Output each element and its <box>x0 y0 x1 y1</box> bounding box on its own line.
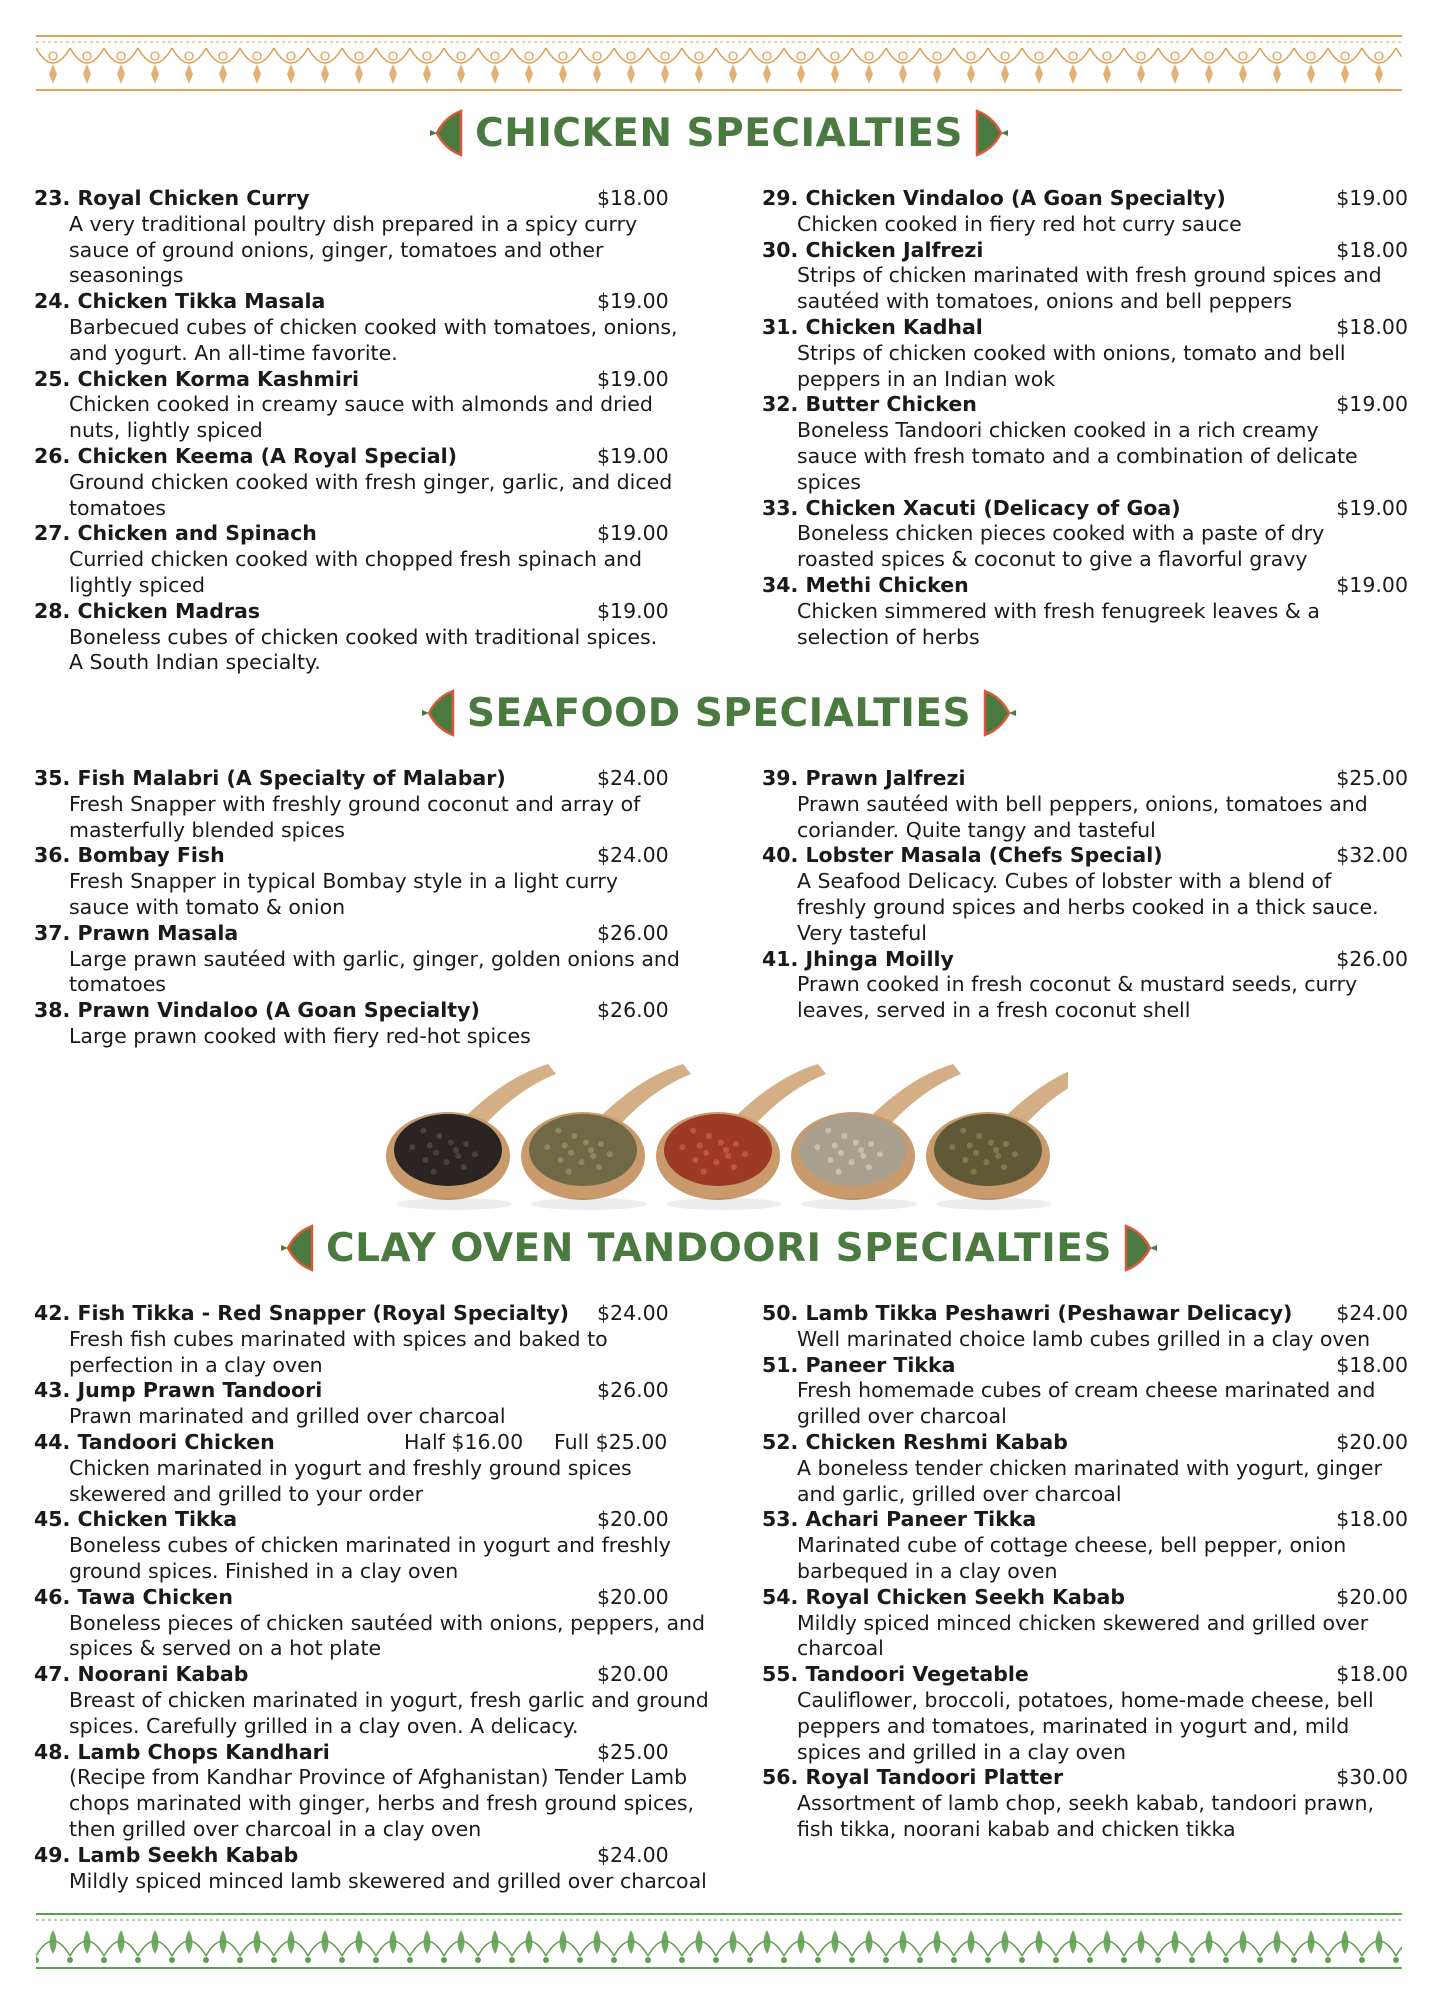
menu-item-description-line: A boneless tender chicken marinated with yogurt, ginger <box>797 1455 1382 1480</box>
bottom-decorative-border <box>36 1912 1402 1970</box>
menu-item <box>34 998 734 1050</box>
menu-item-name: 54. Royal Chicken Seekh Kabab <box>762 1584 1126 1609</box>
menu-item-description-line: leaves, served in a fresh coconut shell <box>797 998 1191 1023</box>
menu-item-description-line: spices & served on a hot plate <box>69 1636 382 1661</box>
menu-item-description-line: tomatoes <box>69 495 166 520</box>
menu-item-name: 24. Chicken Tikka Masala <box>34 289 326 314</box>
menu-item-description-line: Fresh Snapper in typical Bombay style in a light curry <box>69 869 618 894</box>
spice-spoons-image <box>378 1056 1068 1214</box>
menu-item-name: 39. Prawn Jalfrezi <box>762 766 966 790</box>
menu-item-header <box>34 444 734 470</box>
menu-item-name: 30. Chicken Jalfrezi <box>762 237 984 262</box>
menu-item-name: 53. Achari Paneer Tikka <box>762 1507 1037 1532</box>
menu-item-description-line: Chicken cooked in fiery red hot curry sauce <box>797 211 1242 236</box>
menu-item <box>762 1301 1408 1353</box>
seafood-left-column <box>34 766 734 1050</box>
menu-item-description-line: Breast of chicken marinated in yogurt, fresh garlic and ground <box>69 1687 709 1712</box>
menu-item-header <box>762 496 1408 522</box>
menu-item-price: $24.00 <box>597 1842 669 1867</box>
menu-item-price: $26.00 <box>1336 946 1408 971</box>
menu-item-name: 41. Jhinga Moilly <box>762 946 954 971</box>
menu-item <box>762 1507 1408 1584</box>
menu-item-name: 26. Chicken Keema (A Royal Special) <box>34 443 458 468</box>
menu-item <box>762 1430 1408 1507</box>
menu-item-header <box>34 1378 734 1404</box>
menu-item-name: 23. Royal Chicken Curry <box>34 186 310 210</box>
menu-item-header <box>762 1353 1408 1379</box>
menu-item-name: 51. Paneer Tikka <box>762 1352 956 1377</box>
menu-item <box>34 1430 734 1507</box>
menu-item-price: $19.00 <box>597 521 669 546</box>
menu-item <box>34 1843 734 1895</box>
menu-item-description-line: charcoal <box>797 1636 884 1661</box>
menu-item-description-line: and yogurt. An all-time favorite. <box>69 340 398 365</box>
menu-item-price: $20.00 <box>597 1584 669 1609</box>
menu-item <box>762 1353 1408 1430</box>
menu-item-description-line: Ground chicken cooked with fresh ginger, garlic, and diced <box>69 469 673 494</box>
menu-item-name: 45. Chicken Tikka <box>34 1507 238 1532</box>
menu-item-name: 27. Chicken and Spinach <box>34 521 317 546</box>
menu-item-name: 52. Chicken Reshmi Kabab <box>762 1429 1068 1454</box>
menu-item-description-line: Fresh fish cubes marinated with spices and baked to <box>69 1326 608 1351</box>
menu-item-header <box>34 1843 734 1869</box>
menu-item-description-line: ground spices. Finished in a clay oven <box>69 1558 459 1583</box>
menu-item-name: 34. Methi Chicken <box>762 572 969 597</box>
menu-item-price: $24.00 <box>597 843 669 868</box>
menu-item-description-line: masterfully blended spices <box>69 817 345 842</box>
menu-item-description-line: spices and grilled in a clay oven <box>797 1739 1126 1764</box>
menu-item <box>762 1765 1408 1842</box>
ornament-left-icon <box>278 1222 314 1274</box>
menu-item-description-line: Chicken cooked in creamy sauce with almonds and dried <box>69 392 653 417</box>
menu-item <box>34 367 734 444</box>
menu-item-name: 42. Fish Tikka - Red Snapper (Royal Specialty) <box>34 1301 570 1325</box>
menu-item-price: $18.00 <box>597 186 669 210</box>
section-title: CHICKEN SPECIALTIES <box>475 110 963 156</box>
menu-item <box>34 1662 734 1739</box>
menu-item-description-line: then grilled over charcoal in a clay oven <box>69 1816 482 1841</box>
ornament-left-icon <box>419 687 455 739</box>
menu-item-header <box>34 998 734 1024</box>
menu-item-header <box>762 1507 1408 1533</box>
chicken-right-column <box>762 186 1408 650</box>
menu-item-name: 31. Chicken Kadhal <box>762 314 983 339</box>
menu-item <box>34 1301 734 1378</box>
menu-item-name: 56. Royal Tandoori Platter <box>762 1765 1064 1790</box>
menu-item <box>762 843 1408 946</box>
menu-item-header <box>34 367 734 393</box>
top-decorative-border <box>36 34 1402 92</box>
tandoori-right-column <box>762 1301 1408 1843</box>
menu-item-price: $18.00 <box>1336 314 1408 339</box>
menu-item <box>34 186 734 289</box>
menu-item-name: 47. Noorani Kabab <box>34 1662 249 1687</box>
menu-item-header <box>762 1301 1408 1327</box>
menu-item-name: 40. Lobster Masala (Chefs Special) <box>762 843 1163 868</box>
menu-item <box>34 599 734 676</box>
menu-item-price: $19.00 <box>597 598 669 623</box>
menu-item-description-line: sautéed with tomatoes, onions and bell peppers <box>797 289 1293 314</box>
menu-item-price: $26.00 <box>597 998 669 1023</box>
menu-item-description-line: Boneless pieces of chicken sautéed with onions, peppers, and <box>69 1610 706 1635</box>
menu-item-name: 33. Chicken Xacuti (Delicacy of Goa) <box>762 495 1181 520</box>
menu-item-description-line: spices <box>797 469 861 494</box>
menu-item-price: $26.00 <box>597 920 669 945</box>
menu-item-header <box>762 1765 1408 1791</box>
menu-item-description-line: Well marinated choice lamb cubes grilled in a clay oven <box>797 1326 1371 1351</box>
menu-item-header <box>762 392 1408 418</box>
menu-item-price: $18.00 <box>1336 1662 1408 1687</box>
menu-item-price-half: Half $16.00 <box>404 1429 524 1454</box>
menu-item-description-line: Mildly spiced minced lamb skewered and grilled over charcoal <box>69 1868 707 1893</box>
menu-item <box>34 1507 734 1584</box>
menu-item <box>762 186 1408 238</box>
menu-item-description-line: A very traditional poultry dish prepared in a spicy curry <box>69 211 638 236</box>
menu-item-price: $20.00 <box>597 1507 669 1532</box>
menu-item-header <box>34 1662 734 1688</box>
menu-item-description-line: nuts, lightly spiced <box>69 418 263 443</box>
menu-item-description-line: Marinated cube of cottage cheese, bell pepper, onion <box>797 1533 1347 1558</box>
menu-item-description-line: Large prawn sautéed with garlic, ginger, golden onions and <box>69 946 680 971</box>
menu-item-header <box>34 1740 734 1766</box>
menu-item <box>762 766 1408 843</box>
menu-item-name: 49. Lamb Seekh Kabab <box>34 1842 299 1867</box>
menu-item-description-line: Very tasteful <box>797 920 927 945</box>
menu-item-description-line: Chicken simmered with fresh fenugreek leaves & a <box>797 598 1320 623</box>
chicken-left-column <box>34 186 734 676</box>
menu-item <box>34 843 734 920</box>
menu-item-price: $20.00 <box>1336 1584 1408 1609</box>
menu-item-description-line: grilled over charcoal <box>797 1404 1007 1429</box>
seafood-right-column <box>762 766 1408 1024</box>
menu-item-price: $26.00 <box>597 1378 669 1403</box>
menu-item-price: $25.00 <box>1336 766 1408 790</box>
menu-item-price: $18.00 <box>1336 237 1408 262</box>
ornament-right-icon <box>983 687 1019 739</box>
menu-item-header <box>762 186 1408 212</box>
menu-item-description-line: seasonings <box>69 263 184 288</box>
menu-item-description-line: fish tikka, noorani kabab and chicken tikka <box>797 1816 1236 1841</box>
ornament-right-icon <box>975 107 1011 159</box>
menu-item <box>762 496 1408 573</box>
menu-item <box>34 1740 734 1843</box>
menu-item-header <box>762 843 1408 869</box>
menu-item <box>762 573 1408 650</box>
menu-item-header <box>762 1585 1408 1611</box>
menu-item-header <box>34 766 734 792</box>
menu-item-description-line: sauce with tomato & onion <box>69 894 346 919</box>
menu-item-description-line: sauce with fresh tomato and a combination of delicate <box>797 443 1358 468</box>
menu-item-price-full: Full $25.00 <box>554 1429 668 1454</box>
menu-item-name: 36. Bombay Fish <box>34 843 225 868</box>
menu-item-description-line: Prawn sautéed with bell peppers, onions, tomatoes and <box>797 791 1368 816</box>
menu-item-header <box>34 186 734 212</box>
menu-item-description-line: Strips of chicken cooked with onions, tomato and bell <box>797 340 1346 365</box>
menu-item-price: $19.00 <box>1336 495 1408 520</box>
menu-item-price: $19.00 <box>597 443 669 468</box>
menu-item <box>34 766 734 843</box>
menu-item-description-line: Mildly spiced minced chicken skewered and grilled over <box>797 1610 1369 1635</box>
menu-item-price: $32.00 <box>1336 843 1408 868</box>
menu-item-header <box>34 843 734 869</box>
menu-item-description-line: Boneless Tandoori chicken cooked in a rich creamy <box>797 418 1319 443</box>
menu-item-description-line: Barbecued cubes of chicken cooked with tomatoes, onions, <box>69 314 678 339</box>
tandoori-left-column <box>34 1301 734 1894</box>
menu-item-description-line: Assortment of lamb chop, seekh kabab, tandoori prawn, <box>797 1791 1374 1816</box>
ornament-right-icon <box>1124 1222 1160 1274</box>
menu-item-header <box>762 766 1408 792</box>
menu-item-description-line: A South Indian specialty. <box>69 650 321 675</box>
menu-item <box>762 315 1408 392</box>
menu-item-description-line: chops marinated with ginger, herbs and fresh ground spices, <box>69 1791 695 1816</box>
menu-item-description-line: Large prawn cooked with fiery red-hot spices <box>69 1023 531 1048</box>
menu-item-description-line: Cauliflower, broccoli, potatoes, home-made cheese, bell <box>797 1687 1374 1712</box>
spice-spoon-icon <box>926 1064 1068 1210</box>
menu-item-price: $30.00 <box>1336 1765 1408 1790</box>
menu-item-description-line: peppers in an Indian wok <box>797 366 1056 391</box>
menu-item-name: 38. Prawn Vindaloo (A Goan Specialty) <box>34 998 480 1023</box>
menu-item-price: $20.00 <box>1336 1429 1408 1454</box>
menu-item-header <box>762 1662 1408 1688</box>
menu-item-description-line: Curried chicken cooked with chopped fresh spinach and <box>69 547 643 572</box>
menu-item <box>762 1662 1408 1765</box>
menu-item <box>762 1585 1408 1662</box>
menu-item <box>762 392 1408 495</box>
menu-item-description-line: Prawn cooked in fresh coconut & mustard seeds, curry <box>797 972 1358 997</box>
menu-item-description-line: freshly ground spices and herbs cooked in a thick sauce. <box>797 894 1379 919</box>
menu-item-description-line: (Recipe from Kandhar Province of Afghanistan) Tender Lamb <box>69 1765 688 1790</box>
menu-item-header <box>34 1507 734 1533</box>
menu-item-description-line: Prawn marinated and grilled over charcoal <box>69 1404 506 1429</box>
menu-item-name: 32. Butter Chicken <box>762 392 977 417</box>
menu-item-header <box>762 947 1408 973</box>
menu-item-header <box>762 315 1408 341</box>
menu-item <box>34 1585 734 1662</box>
menu-item-price: $25.00 <box>597 1739 669 1764</box>
section-header-tandoori <box>0 1218 1438 1278</box>
menu-item-description-line: Strips of chicken marinated with fresh ground spices and <box>797 263 1382 288</box>
menu-item-name: 44. Tandoori Chicken <box>34 1429 275 1454</box>
menu-item-name: 48. Lamb Chops Kandhari <box>34 1739 330 1764</box>
menu-item-price: $19.00 <box>597 289 669 314</box>
menu-item <box>34 289 734 366</box>
section-title: SEAFOOD SPECIALTIES <box>466 690 972 736</box>
menu-item-name: 28. Chicken Madras <box>34 598 261 623</box>
menu-item-description-line: A Seafood Delicacy. Cubes of lobster with a blend of <box>797 869 1332 894</box>
menu-item <box>762 238 1408 315</box>
menu-item-description-line: barbequed in a clay oven <box>797 1558 1058 1583</box>
menu-item-header <box>34 599 734 625</box>
menu-item-description-line: spices. Carefully grilled in a clay oven. A delicacy. <box>69 1713 579 1738</box>
menu-item-price: $24.00 <box>1336 1301 1408 1325</box>
menu-item-name: 29. Chicken Vindaloo (A Goan Specialty) <box>762 186 1226 210</box>
menu-item-description-line: Boneless chicken pieces cooked with a paste of dry <box>797 521 1325 546</box>
menu-item-header <box>762 238 1408 264</box>
menu-item-header <box>34 521 734 547</box>
menu-item-description-line: skewered and grilled to your order <box>69 1481 424 1506</box>
menu-item <box>34 521 734 598</box>
menu-item-description-line: roasted spices & coconut to give a flavorful gravy <box>797 547 1308 572</box>
menu-item-name: 46. Tawa Chicken <box>34 1584 233 1609</box>
menu-item-description-line: Chicken marinated in yogurt and freshly ground spices <box>69 1455 632 1480</box>
menu-item-header <box>34 921 734 947</box>
menu-item-description-line: and garlic, grilled over charcoal <box>797 1481 1122 1506</box>
menu-item-description-line: lightly spiced <box>69 572 206 597</box>
menu-item-name: 35. Fish Malabri (A Specialty of Malabar) <box>34 766 506 790</box>
menu-item-price: $19.00 <box>1336 392 1408 417</box>
menu-item-description-line: selection of herbs <box>797 624 980 649</box>
menu-item-price: $18.00 <box>1336 1352 1408 1377</box>
menu-item <box>34 444 734 521</box>
menu-item <box>762 947 1408 1024</box>
menu-item-price: $19.00 <box>1336 572 1408 597</box>
menu-item-name: 50. Lamb Tikka Peshawri (Peshawar Delicacy) <box>762 1301 1293 1325</box>
menu-item-description-line: peppers and tomatoes, marinated in yogurt and, mild <box>797 1713 1350 1738</box>
menu-item-header <box>34 289 734 315</box>
menu-item-name: 55. Tandoori Vegetable <box>762 1662 1029 1687</box>
menu-item-price: $24.00 <box>597 766 669 790</box>
menu-item-description-line: Boneless cubes of chicken cooked with traditional spices. <box>69 624 658 649</box>
menu-item-header <box>34 1430 734 1456</box>
section-header-seafood <box>0 683 1438 743</box>
menu-item-description-line: Fresh Snapper with freshly ground coconut and array of <box>69 791 641 816</box>
menu-item-name: 25. Chicken Korma Kashmiri <box>34 366 360 391</box>
menu-item-price: $24.00 <box>597 1301 669 1325</box>
menu-item-description-line: Fresh homemade cubes of cream cheese marinated and <box>797 1378 1376 1403</box>
menu-item-description-line: perfection in a clay oven <box>69 1352 323 1377</box>
menu-item-price: $19.00 <box>597 366 669 391</box>
menu-item <box>34 921 734 998</box>
section-header-chicken <box>0 103 1438 163</box>
menu-item-price: $18.00 <box>1336 1507 1408 1532</box>
menu-item-description-line: Boneless cubes of chicken marinated in yogurt and freshly <box>69 1533 671 1558</box>
menu-item-header <box>34 1585 734 1611</box>
menu-item-header <box>762 1430 1408 1456</box>
ornament-left-icon <box>427 107 463 159</box>
menu-item-price: $20.00 <box>597 1662 669 1687</box>
menu-item-header <box>34 1301 734 1327</box>
section-title: CLAY OVEN TANDOORI SPECIALTIES <box>326 1225 1112 1271</box>
menu-item-name: 37. Prawn Masala <box>34 920 239 945</box>
menu-item-name: 43. Jump Prawn Tandoori <box>34 1378 323 1403</box>
menu-item-description-line: sauce of ground onions, ginger, tomatoes and other <box>69 237 604 262</box>
menu-item-header <box>762 573 1408 599</box>
menu-item-description-line: coriander. Quite tangy and tasteful <box>797 817 1156 842</box>
menu-item-price: $19.00 <box>1336 186 1408 210</box>
menu-item <box>34 1378 734 1430</box>
menu-item-description-line: tomatoes <box>69 972 166 997</box>
